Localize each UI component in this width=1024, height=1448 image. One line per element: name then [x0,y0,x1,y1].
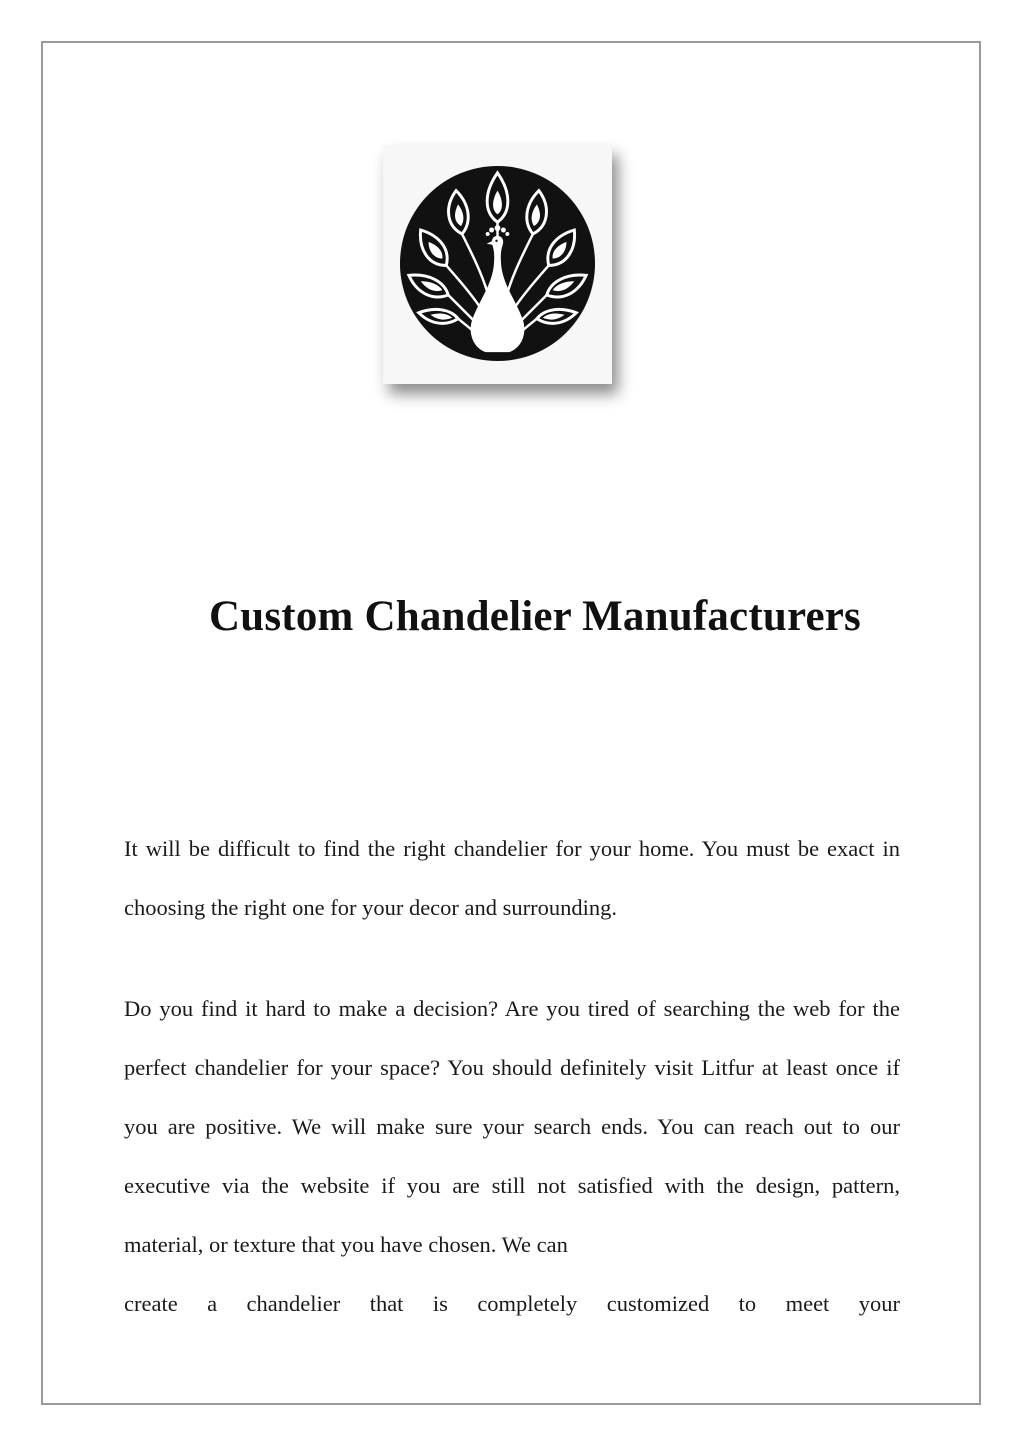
page-title: Custom Chandelier Manufacturers [209,593,861,640]
paragraph-2-last-line: create a chandelier that is completely customized to meet your [124,1291,900,1316]
paragraph-2 [124,979,900,1333]
paragraph-1: It will be difficult to find the right chandelier for your home. You must be exact in choosing the right one for your decor and surrounding. [124,836,900,920]
peacock-logo-icon [399,165,596,362]
logo-box [383,145,612,384]
paragraph-2-text: Do you find it hard to make a decision? Are you tired of searching the web for the perfect chandelier for your space? You should definitely visit Litfur at least once if you are positive. We will make sure your search ends. You can reach out to our executive via the website if you are still not satisfied with the design, pattern, material, or texture that you have chosen. We can [124,996,900,1257]
